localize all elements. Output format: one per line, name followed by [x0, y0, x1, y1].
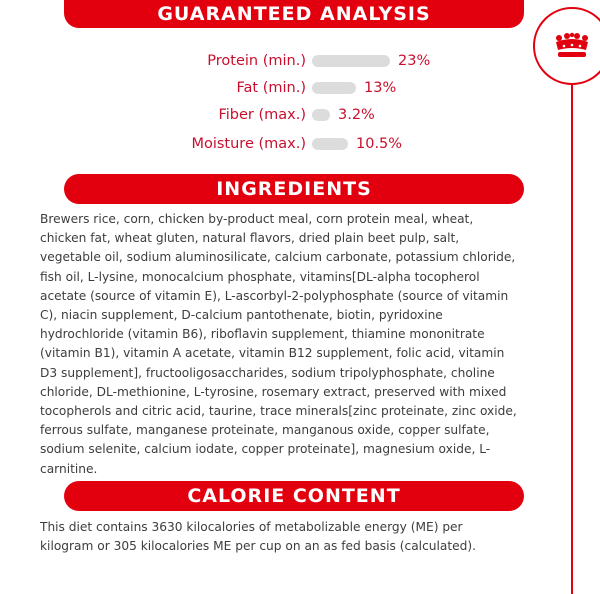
analysis-title: GUARANTEED ANALYSIS — [157, 3, 431, 25]
ingredients-banner — [64, 174, 524, 204]
crown-icon — [552, 32, 592, 60]
analysis-bar — [312, 109, 330, 121]
analysis-row — [150, 133, 450, 155]
analysis-label: Moisture (max.) — [191, 136, 306, 152]
ingredients-text: Brewers rice, corn, chicken by-product meal, corn protein meal, wheat, chicken fat, wheat gluten, natural flavors, dried plain beet pulp, salt, vegetable oil, sodium aluminosilicate, calcium carbonate, potassium chloride, fish oil, L-lysine, monocalcium phosphate, vitamins[DL-alpha tocopherol acetate (source of vitamin E), L-ascorbyl-2-polyphosphate (source of vitamin C), niacin supplement, D-calcium pantothenate, biotin, pyridoxine hydrochloride (vitamin B6), riboflavin supplement, thiamine mononitrate (vitamin B1), vitamin A acetate, vitamin B12 supplement, folic acid, vitamin D3 supplement], fructooligosaccharides, sodium tripolyphosphate, choline chloride, DL-methionine, L-tyrosine, rosemary extract, preserved with mixed tocopherols and citric acid, taurine, trace minerals[zinc proteinate, zinc oxide, ferrous sulfate, manganese proteinate, manganous oxide, copper sulfate, sodium selenite, calcium iodate, copper proteinate], magnesium oxide, L-carnitine. — [40, 212, 517, 476]
analysis-row — [150, 77, 450, 99]
analysis-value: 23% — [398, 53, 431, 69]
analysis-value: 13% — [364, 80, 397, 96]
analysis-row — [150, 104, 450, 126]
ingredients-title: INGREDIENTS — [216, 178, 372, 200]
decorative-line — [571, 82, 573, 594]
calorie-text: This diet contains 3630 kilocalories of metabolizable energy (ME) per kilogram or 305 kilocalories ME per cup on an as fed basis (calculated). — [40, 520, 476, 554]
brand-logo — [533, 7, 600, 85]
analysis-label: Fiber (max.) — [218, 107, 306, 123]
analysis-bar — [312, 138, 348, 150]
analysis-value: 3.2% — [338, 107, 375, 123]
analysis-banner — [64, 0, 524, 28]
analysis-bar — [312, 55, 390, 67]
analysis-row — [150, 50, 450, 72]
analysis-value: 10.5% — [356, 136, 403, 152]
analysis-label: Protein (min.) — [207, 53, 306, 69]
analysis-bar — [312, 82, 356, 94]
calorie-title: CALORIE CONTENT — [187, 485, 401, 507]
calorie-banner — [64, 481, 524, 511]
analysis-label: Fat (min.) — [236, 80, 306, 96]
